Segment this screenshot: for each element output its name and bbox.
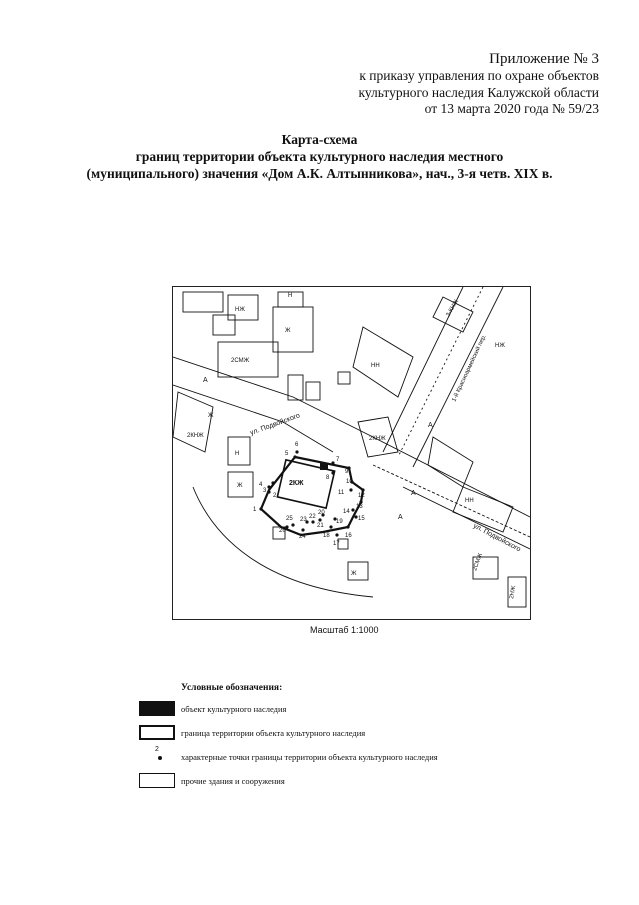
building-label: Н xyxy=(235,451,240,457)
street-edge xyxy=(173,357,530,517)
street-edge xyxy=(173,385,333,452)
document-title xyxy=(30,131,609,182)
point-label: 13 xyxy=(356,504,363,510)
map-scale: Масштаб 1:1000 xyxy=(310,625,379,635)
point-label: 26 xyxy=(279,528,286,534)
street-label-podvoyskogo-lower: ул. Подвойского xyxy=(472,522,522,554)
point-label: 4 xyxy=(259,482,263,488)
point-label: 8 xyxy=(326,475,330,481)
legend-item xyxy=(139,773,499,791)
building-label: 2СМЖ xyxy=(472,552,485,572)
street-edge xyxy=(373,465,530,537)
zone-label: А xyxy=(411,490,416,497)
point-label: 23 xyxy=(300,517,307,523)
lot-line xyxy=(193,487,373,597)
territory-boundary-swatch xyxy=(139,725,175,740)
point-label: 12 xyxy=(358,493,365,499)
building-outline xyxy=(213,315,235,335)
building-label: НЖ xyxy=(495,343,505,349)
map-svg xyxy=(173,287,530,619)
appendix-header xyxy=(299,50,599,118)
point-label: 21 xyxy=(317,523,324,529)
building-label: 2НЖ xyxy=(509,585,518,600)
point-label: 1 xyxy=(253,507,257,513)
street-edge xyxy=(413,287,503,467)
site-plan-map xyxy=(172,286,531,620)
point-label: 24 xyxy=(299,534,306,540)
point-label: 10 xyxy=(346,479,353,485)
building-outline xyxy=(428,437,473,487)
point-label: 25 xyxy=(286,516,293,522)
legend-item xyxy=(139,701,499,719)
heritage-object-swatch xyxy=(139,701,175,716)
building-outline xyxy=(173,392,213,452)
legend-item xyxy=(139,746,499,767)
title-line3: (муниципального) значения «Дом А.К. Алтынникова», нач., 3-я четв. XIX в. xyxy=(86,166,553,181)
building-label: 2КНЖ xyxy=(187,433,204,439)
point-label: 16 xyxy=(345,533,352,539)
legend-label: граница территории объекта культурного наследия xyxy=(181,728,366,738)
legend-heading: Условные обозначения: xyxy=(181,683,283,693)
point-label: 2 xyxy=(273,493,277,499)
point-label: 6 xyxy=(295,442,299,448)
point-label: 7 xyxy=(336,457,340,463)
building-outline xyxy=(306,382,320,400)
map-legend xyxy=(139,683,499,797)
point-label: 3 xyxy=(263,488,267,494)
building-label: 2СМЖ xyxy=(231,358,250,364)
legend-label: объект культурного наследия xyxy=(181,704,287,714)
building-label: Ж xyxy=(351,571,357,577)
legend-item xyxy=(139,725,499,743)
point-label: 11 xyxy=(338,490,345,496)
point-label: 17 xyxy=(333,541,340,547)
building-outline xyxy=(183,292,223,312)
building-outline xyxy=(353,327,413,397)
building-outline xyxy=(453,487,513,532)
appendix-line3: культурного наследия Калужской области xyxy=(358,84,599,100)
street-edge xyxy=(403,487,530,549)
building-label: НН xyxy=(371,363,380,369)
building-label: 2КНЖ xyxy=(369,436,386,442)
appendix-line1: Приложение № 3 xyxy=(489,51,599,67)
building-label: Ж xyxy=(285,328,291,334)
point-label: 15 xyxy=(358,516,365,522)
zone-label: А xyxy=(428,422,433,429)
point-label: 5 xyxy=(285,451,289,457)
legend-label: характерные точки границы территории объекта культурного наследия xyxy=(181,752,438,762)
appendix-line2: к приказу управления по охране объектов xyxy=(359,68,599,83)
point-label: 14 xyxy=(343,509,350,515)
point-label: 19 xyxy=(336,519,343,525)
point-label: 22 xyxy=(309,514,316,520)
title-line2: границ территории объекта культурного наследия местного xyxy=(135,149,504,164)
main-building-label: 2КЖ xyxy=(289,480,304,487)
sample-point-number: 2 xyxy=(155,746,159,753)
heritage-object-fill xyxy=(320,463,328,470)
building-label: Н xyxy=(288,293,293,299)
point-dot-icon xyxy=(158,756,162,760)
building-label: Ж xyxy=(237,483,243,489)
street-label-krasnoarmeysky: 1-й Красноармейский пер. xyxy=(451,333,488,403)
building-outline xyxy=(273,307,313,352)
legend-label: прочие здания и сооружения xyxy=(181,776,285,786)
building-label: 3-КНЖ xyxy=(445,298,461,318)
building-label: НЖ xyxy=(235,307,245,313)
title-line1: Карта-схема xyxy=(281,132,358,147)
street-label-podvoyskogo-upper: ул. Подвойского xyxy=(249,412,301,437)
boundary-point-swatch xyxy=(139,746,175,764)
other-buildings-swatch xyxy=(139,773,175,788)
point-label: 20 xyxy=(318,510,325,516)
building-label: Ж xyxy=(208,413,214,419)
building-label: НН xyxy=(465,498,474,504)
point-label: 18 xyxy=(323,533,330,539)
building-outline xyxy=(338,372,350,384)
zone-label: А xyxy=(203,377,208,384)
point-label: 9 xyxy=(345,469,349,475)
zone-label: А xyxy=(398,514,403,521)
appendix-line4: от 13 марта 2020 года № 59/23 xyxy=(424,101,599,116)
